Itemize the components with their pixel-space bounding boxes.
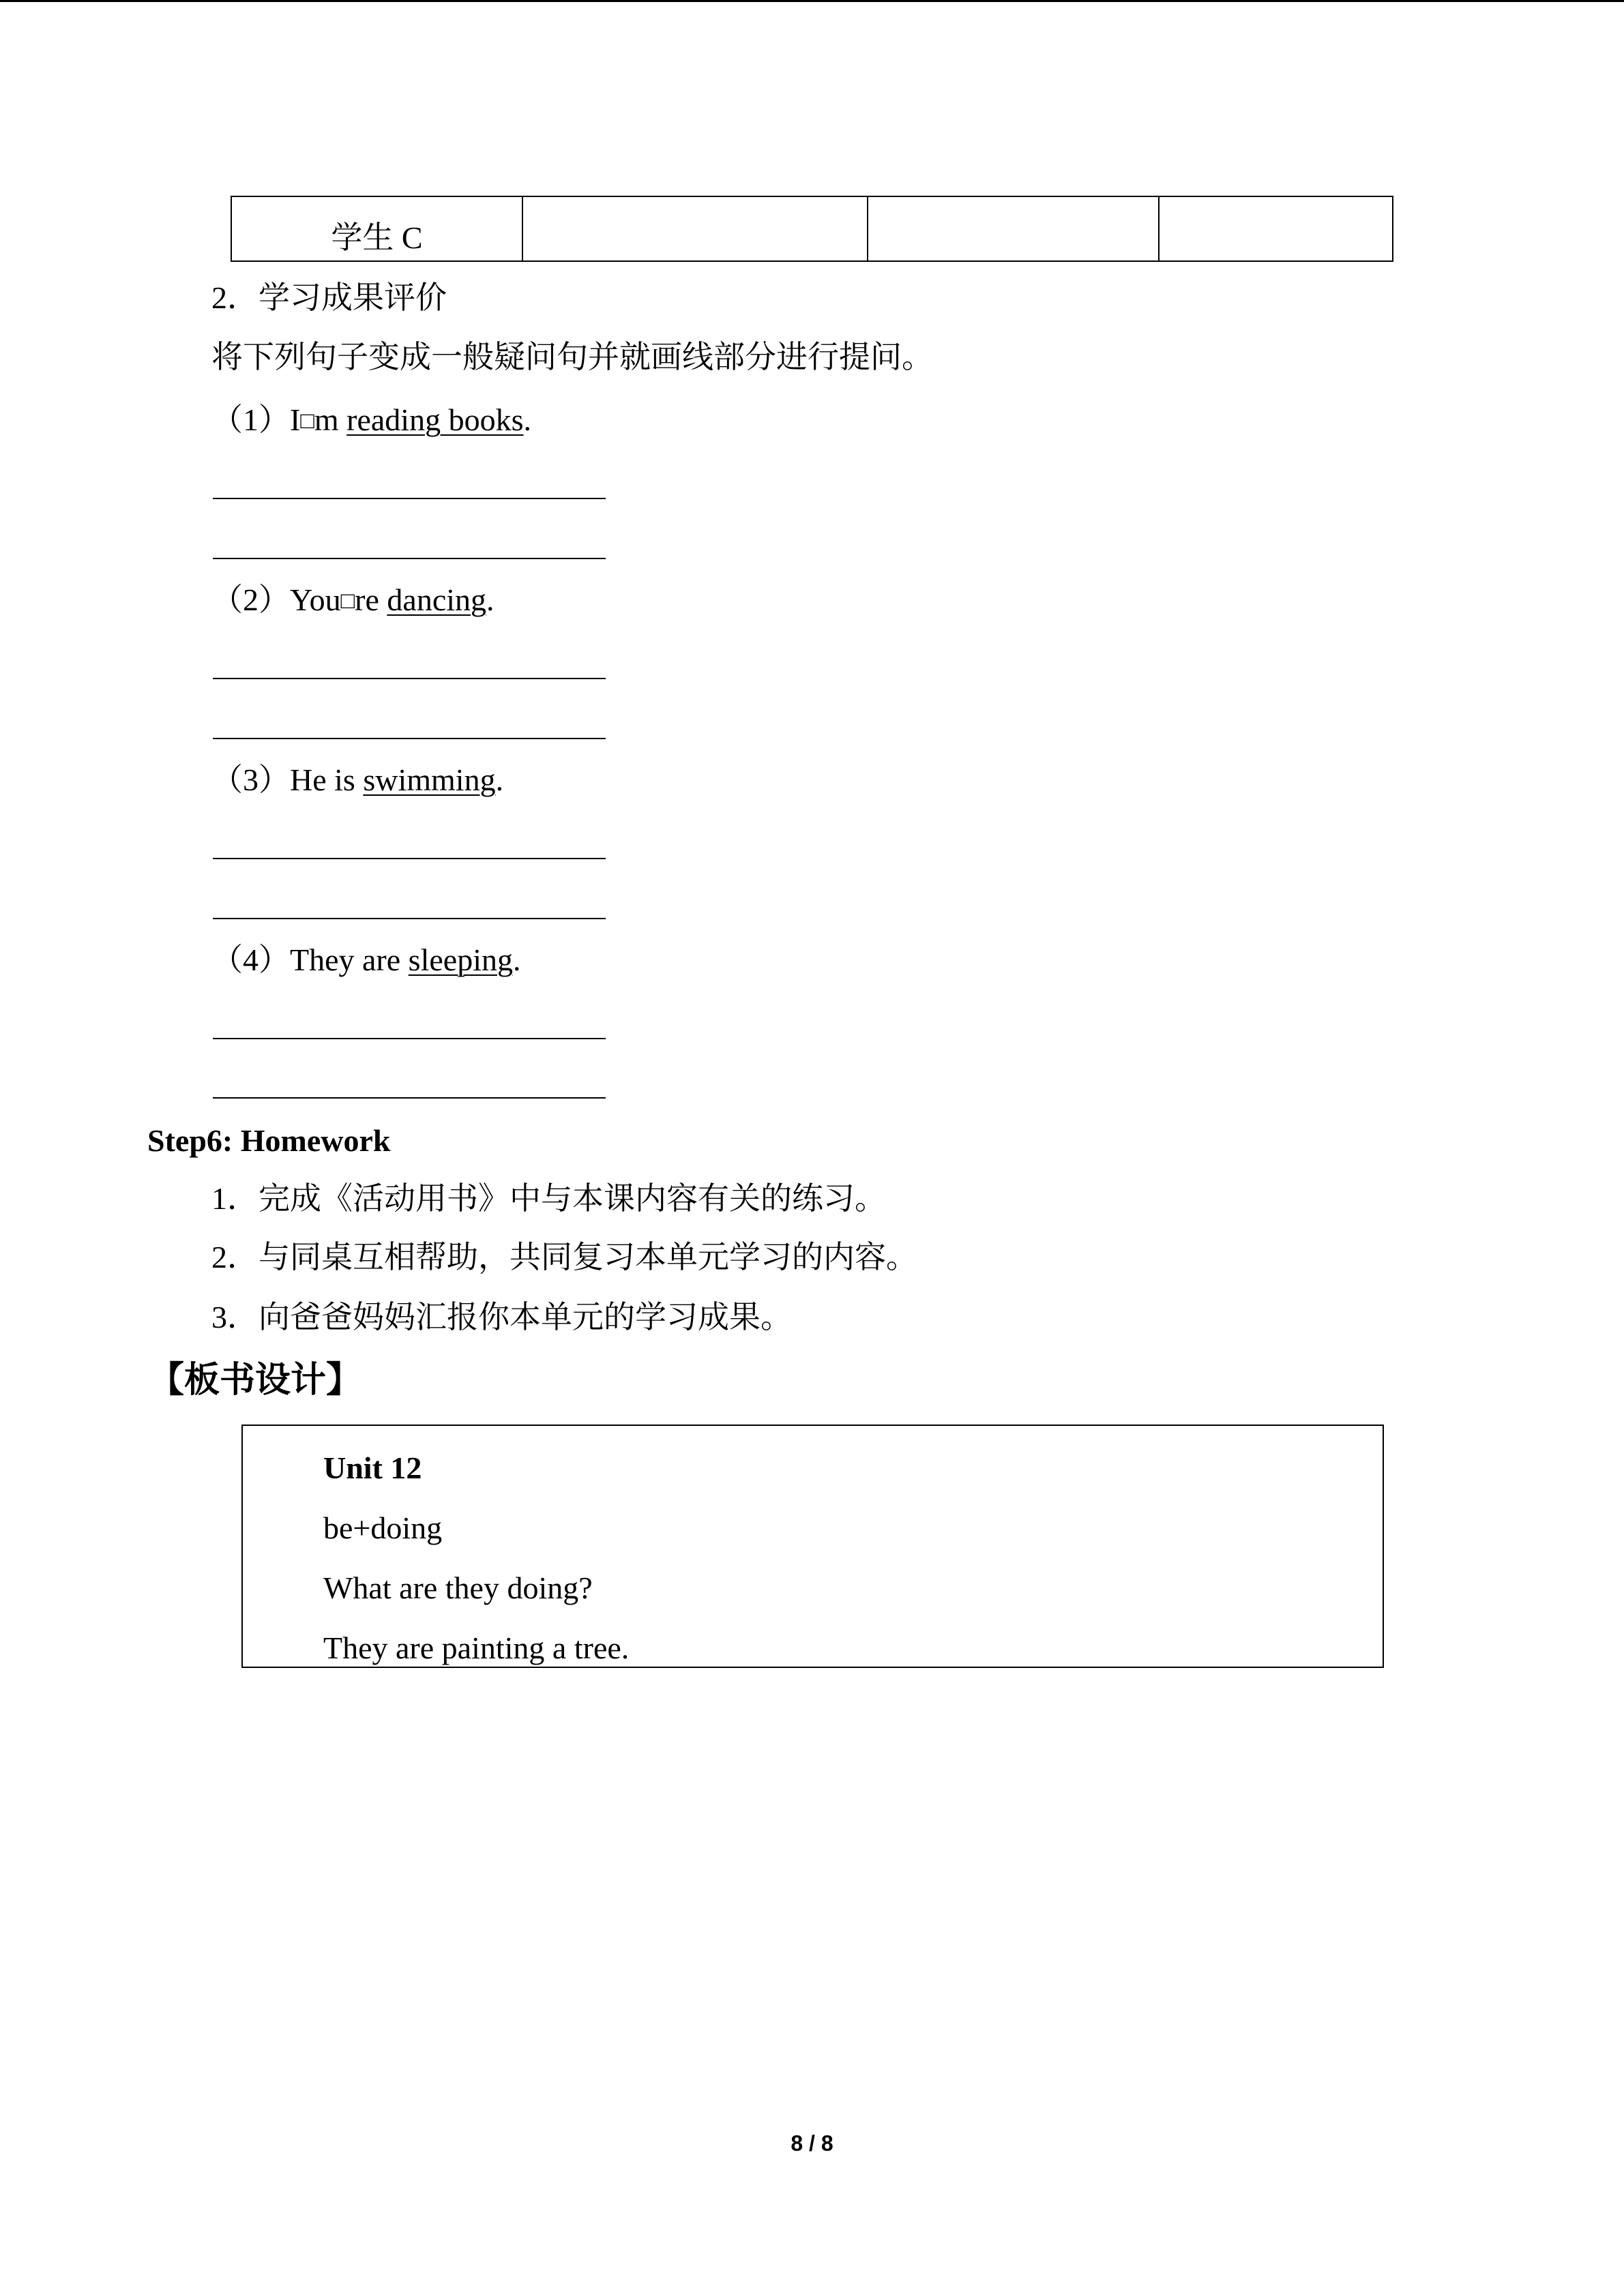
missing-glyph-box: □ (300, 408, 314, 434)
missing-glyph-box: □ (340, 588, 355, 614)
page-number: 8 / 8 (791, 2131, 833, 2156)
table-cell (522, 196, 868, 261)
table-cell (868, 196, 1159, 261)
homework-item: 1．完成《活动用书》中与本课内容有关的练习。 (211, 1181, 886, 1216)
answer-line[interactable] (213, 858, 606, 859)
answer-line[interactable] (213, 678, 606, 679)
exercise-item-1: （1）I□m reading books. (211, 402, 531, 437)
answer-line[interactable] (213, 738, 606, 739)
evaluation-table (231, 196, 1393, 262)
board-unit-title: Unit 12 (323, 1450, 422, 1485)
instruction-text: 将下列句子变成一般疑问句并就画线部分进行提问。 (211, 340, 933, 374)
exercise-item-2: （2）You□re dancing. (211, 582, 494, 617)
answer-line[interactable] (213, 1038, 606, 1039)
table-cell (1159, 196, 1393, 261)
answer-line[interactable] (213, 1097, 606, 1099)
underlined-phrase: dancing (387, 582, 487, 617)
answer-line[interactable] (213, 498, 606, 499)
table-cell-student-label: 学生 C (231, 196, 522, 261)
underlined-phrase: swimming (363, 762, 496, 797)
homework-title: Step6: Homework (147, 1123, 391, 1158)
board-line: What are they doing? (323, 1570, 593, 1605)
answer-line[interactable] (213, 558, 606, 559)
board-line: be+doing (323, 1510, 443, 1545)
table-row (231, 196, 1393, 261)
homework-item: 3．向爸爸妈妈汇报你本单元的学习成果。 (211, 1300, 792, 1335)
answer-line[interactable] (213, 918, 606, 919)
underlined-phrase: sleeping (408, 942, 513, 977)
section-heading: 2．学习成果评价 (211, 280, 447, 315)
page-top-border (0, 0, 1624, 2)
board-line: They are painting a tree. (323, 1630, 630, 1665)
exercise-item-3: （3）He is swimming. (211, 762, 504, 797)
homework-item: 2．与同桌互相帮助，共同复习本单元学习的内容。 (211, 1240, 917, 1274)
board-design-heading: 【板书设计】 (149, 1361, 362, 1400)
board-design-box (241, 1425, 1384, 1668)
underlined-phrase: reading books (346, 402, 524, 437)
exercise-item-4: （4）They are sleeping. (211, 942, 521, 977)
